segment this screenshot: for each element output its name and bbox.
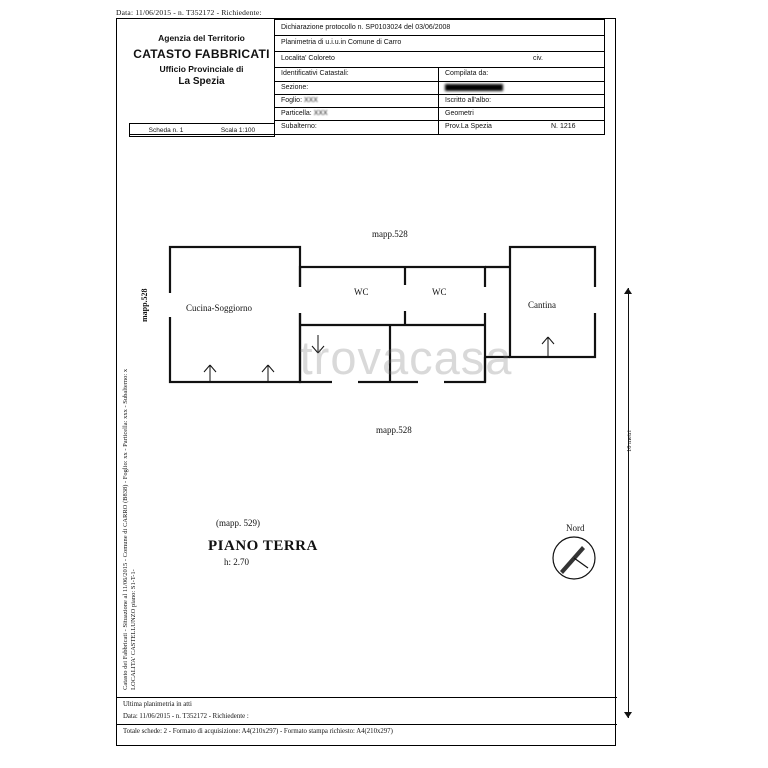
prov-label: Prov.La Spezia	[445, 123, 492, 130]
iscritto-label: Iscritto all'albo:	[439, 95, 605, 108]
header-block	[117, 19, 617, 135]
room-label-cucina-soggiorno: Cucina-Soggiorno	[186, 303, 252, 313]
particella-row	[275, 108, 439, 121]
room-label-cantina: Cantina	[528, 300, 556, 310]
agency-block	[129, 19, 275, 135]
nord-label: Nord	[566, 523, 585, 533]
identificativi-title: Identificativi Catastali:	[275, 68, 439, 82]
side-text-line-1: Catasto dei Fabbricati - Situazione al 11/06/2015 - Comune di CARRO (B838) - Foglio: xx - Particella: xxx - Subalterno: x	[122, 368, 129, 690]
footer-block	[117, 697, 617, 745]
sezione-row	[275, 82, 439, 95]
agency-line-2: CATASTO FABBRICATI	[133, 47, 270, 61]
agency-line-4: La Spezia	[178, 76, 225, 87]
compilata-value: XXXXX XXXXXXX	[445, 84, 503, 91]
subalterno-label: Subalterno:	[281, 123, 317, 130]
localita-text: Localita' Coloreto	[281, 55, 335, 62]
room-label-wc-1: WC	[354, 287, 369, 297]
footer-line-3: Totale schede: 2 - Formato di acquisizione: A4(210x297) - Formato stampa richiesto: A4(210x297)	[123, 728, 393, 735]
iscritto-value: Geometri	[439, 108, 605, 121]
subalterno-row	[275, 121, 439, 135]
prov-row	[439, 121, 605, 135]
piano-terra-title: PIANO TERRA	[208, 538, 318, 554]
albo-number: N. 1216	[551, 123, 576, 130]
civico-label: civ.	[533, 55, 543, 62]
scheda-number: Scheda n. 1	[148, 126, 184, 134]
scheda-scala-row	[129, 123, 275, 137]
footer-line-1: Ultima planimetria in atti	[123, 701, 192, 708]
compilata-label: Compilata da:	[439, 68, 605, 82]
side-text-line-2: LOCALITA' CASTELLUNZO piano: S1-T-1-	[130, 569, 137, 690]
foglio-row	[275, 95, 439, 108]
planimetria-row: Planimetria di u.i.u.in Comune di Carro	[275, 36, 605, 52]
dimension-line	[628, 288, 629, 718]
foglio-label: Foglio:	[281, 97, 303, 104]
localita-row	[275, 52, 605, 68]
floor-plan-drawing	[150, 225, 620, 440]
header-right-block	[275, 19, 605, 135]
compilata-value-row	[439, 82, 605, 95]
mapp-529-label: (mapp. 529)	[216, 518, 260, 528]
top-meta-text: Data: 11/06/2015 - n. T352172 - Richiedente:	[116, 8, 262, 17]
scala-value: Scala 1:100	[220, 126, 256, 134]
dimension-label: 10 metri	[626, 430, 633, 452]
agency-line-3: Ufficio Provinciale di	[159, 64, 244, 74]
agency-line-1: Agenzia del Territorio	[158, 33, 245, 43]
sezione-label: Sezione:	[281, 84, 309, 91]
room-label-wc-2: WC	[432, 287, 447, 297]
foglio-value: XXX	[303, 97, 318, 104]
compass-icon	[551, 535, 597, 581]
mapp-left-vertical: mapp.528	[140, 288, 149, 322]
particella-value: XXX	[313, 110, 328, 117]
footer-divider	[117, 724, 617, 725]
watermark: trovacasa	[299, 331, 513, 384]
dichiarazione-row: Dichiarazione protocollo n. SP0103024 del 03/06/2008	[275, 19, 605, 36]
dimension-arrow-bottom-icon	[624, 712, 632, 718]
altezza-label: h: 2.70	[224, 557, 250, 567]
particella-label: Particella:	[281, 110, 312, 117]
mapp-label-bottom: mapp.528	[376, 425, 412, 435]
dimension-arrow-top-icon	[624, 288, 632, 294]
mapp-label-top: mapp.528	[372, 229, 408, 239]
footer-line-2: Data: 11/06/2015 - n. T352172 - Richiedente :	[123, 713, 249, 720]
